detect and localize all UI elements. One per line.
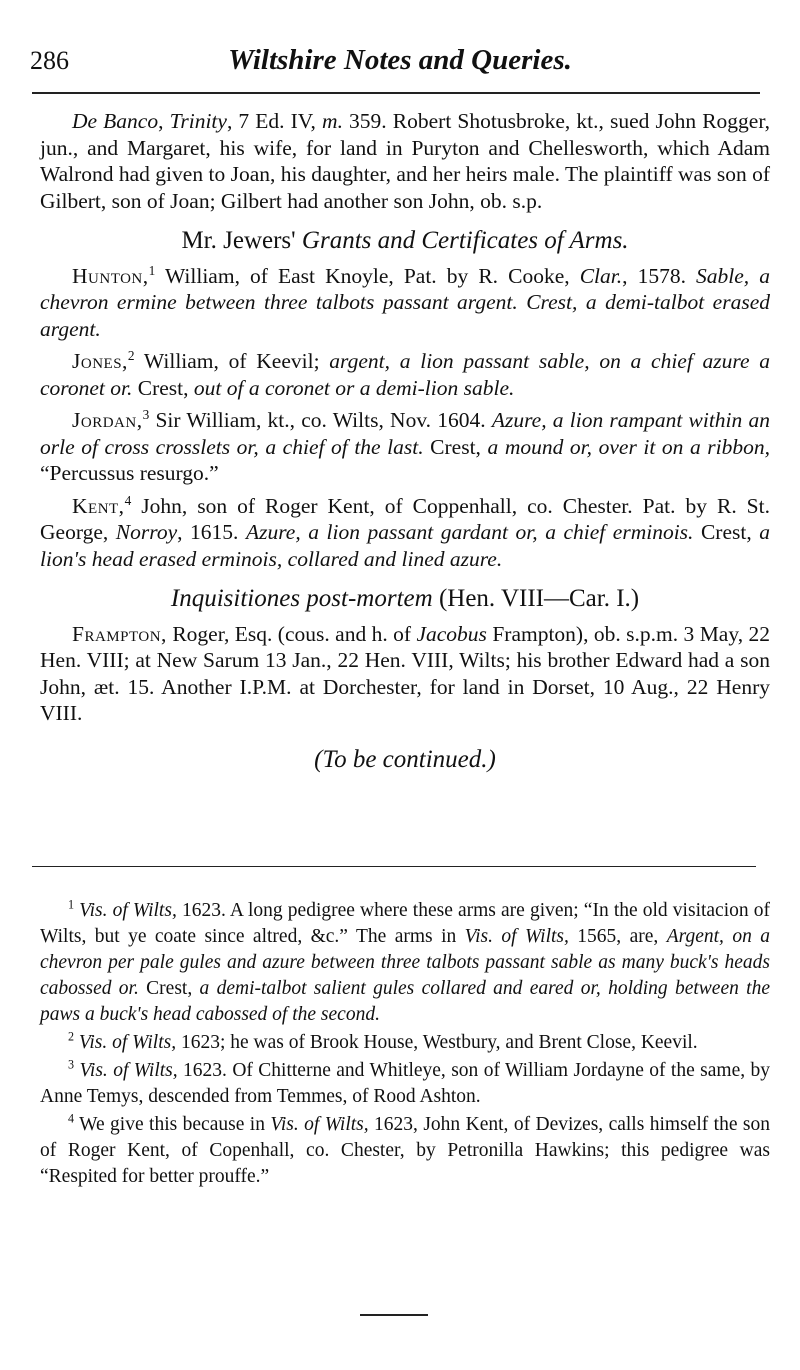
entry-jordan: Jordan,$^3$ Sir William, kt., co. Wilts, Nov. 1604. Azure, a lion rampant within an orle of cross crosslets or, a chief of the last. Crest, a mound or, over it on a ribbon, “Percussus resurgo.” — [40, 406, 771, 485]
page-number: 286 — [30, 46, 69, 75]
main-text — [40, 108, 770, 773]
entry-hunton: Hunton,$^1$ William, of East Knoyle, Pat. by R. Cooke, Clar., 1578. Sable, a chevron ermine between three talbots passant argent. Crest, a demi-talbot erased argent. — [40, 262, 770, 341]
header-rule — [32, 92, 760, 94]
inquisitiones-section-title: Inquisitiones post-mortem (Hen. VIII—Car. I.) — [170, 585, 640, 612]
footnotes — [40, 898, 770, 1192]
entry-jones: Jones,$^2$ William, of Keevil; argent, a lion passant sable, on a chief azure a coronet or. Crest, out of a coronet or a demi-lion sable. — [40, 347, 770, 400]
entry-kent: Kent,$^4$ John, son of Roger Kent, of Coppenhall, co. Chester. Pat. by R. St. George, Norroy, 1615. Azure, a lion passant gardant or, a chief erminois. Crest, a lion's head erased erminois, collared and lined azure. — [40, 492, 770, 571]
footnote-ref: 2 — [127, 347, 135, 363]
footnote-ref: 4 — [124, 492, 132, 508]
running-header — [28, 44, 772, 78]
footnote-ref: 3 — [142, 406, 150, 422]
footnote-3: $^3$ Vis. of Wilts, 1623. Of Chitterne and Whitleye, son of William Jordayne of the same, by Anne Temys, descended from Temmes, of Rood Ashton. — [40, 1057, 770, 1107]
end-rule — [360, 1314, 428, 1316]
entry-frampton: Frampton, Roger, Esq. (cous. and h. of Jacobus Frampton), ob. s.p.m. 3 May, 22 Hen. VIII; at New Sarum 13 Jan., 22 Hen. VIII, Wilts; his brother Edward had a son John, æt. 15. Another I.P.M. at Dorchester, for land in Dorset, 10 Aug., 22 Henry VIII. — [40, 621, 770, 725]
footnote-rule — [32, 866, 756, 867]
opening-paragraph: De Banco, Trinity, 7 Ed. IV, m. 359. Robert Shotusbroke, kt., sued John Rogger, jun., and Margaret, his wife, for land in Puryton and Chellesworth, which Adam Walrond had given to Joan, his daughter, and her heirs male. The plaintiff was son of Gilbert, son of Joan; Gilbert had another son John, ob. s.p. — [40, 109, 770, 213]
footnote-1: $^1$ Vis. of Wilts, 1623. A long pedigree where these arms are given; “In the old visitacion of Wilts, but ye coate since altred, &c.” The arms in Vis. of Wilts, 1565, are, Argent, on a chevron per pale gules and azure between three talbots passant sable as many buck's heads cabossed or. Crest, a demi-talbot salient gules collared and eared or, holding between the paws a buck's head cabossed of the second. — [40, 897, 770, 1025]
footnote-ref: 1 — [148, 262, 156, 278]
running-title: Wiltshire Notes and Queries. — [228, 44, 572, 76]
footnote-2: $^2$ Vis. of Wilts, 1623; he was of Brook House, Westbury, and Brent Close, Keevil. — [68, 1029, 698, 1053]
to-be-continued: (To be continued.) — [314, 745, 496, 773]
footnote-4: $^4$ We give this because in Vis. of Wilts, 1623, John Kent, of Devizes, calls himself the son of Roger Kent, of Copenhall, co. Chester, by Petronilla Hawkins; this pedigree was “Respited for better prouffe.” — [40, 1111, 770, 1187]
grants-section-title: Mr. Jewers' Grants and Certificates of Arms. — [181, 227, 629, 254]
